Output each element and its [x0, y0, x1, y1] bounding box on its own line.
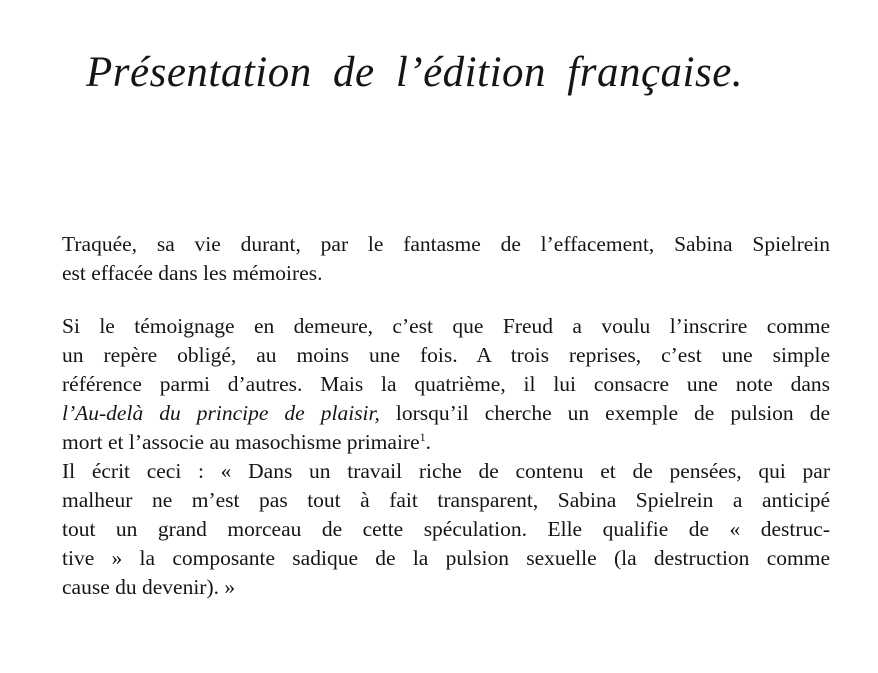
paragraph-temoignage: [40, 312, 830, 457]
text-line: est effacée dans les mémoires.: [62, 261, 323, 285]
text-line: cause du devenir). »: [62, 575, 236, 599]
text-line: Il écrit ceci : « Dans un travail riche de contenu et de pensées, qui par: [62, 459, 830, 483]
text-line: référence parmi d’autres. Mais la quatrième, il lui consacre une note dans: [62, 372, 830, 396]
text-fragment: mort et l’associe au masochisme primaire: [62, 430, 420, 454]
book-title: l’Au-delà du principe de plaisir,: [62, 401, 380, 425]
text-line: [40, 428, 830, 457]
text-line: un repère obligé, au moins une fois. A trois reprises, c’est une simple: [62, 343, 830, 367]
text-line: tout un grand morceau de cette spéculation. Elle qualifie de « destruc-: [62, 517, 830, 541]
footnote-marker[interactable]: 1: [419, 429, 426, 444]
text-line: [40, 399, 830, 428]
text-line: malheur ne m’est pas tout à fait transparent, Sabina Spielrein a anticipé: [62, 488, 830, 512]
page-title: Présentation de l’édition française.: [86, 49, 744, 96]
text-fragment: lorsqu’il cherche un exemple de pulsion de: [379, 401, 830, 425]
paragraph-effacement: [40, 230, 830, 288]
document-body: [40, 230, 830, 602]
text-line: tive » la composante sadique de la pulsion sexuelle (la destruction comme: [62, 546, 830, 570]
text-line: Si le témoignage en demeure, c’est que Freud a voulu l’inscrire comme: [62, 314, 830, 338]
text-fragment: .: [425, 430, 431, 454]
text-line: Traquée, sa vie durant, par le fantasme de l’effacement, Sabina Spielrein: [62, 232, 830, 256]
paragraph-citation: [40, 457, 830, 602]
